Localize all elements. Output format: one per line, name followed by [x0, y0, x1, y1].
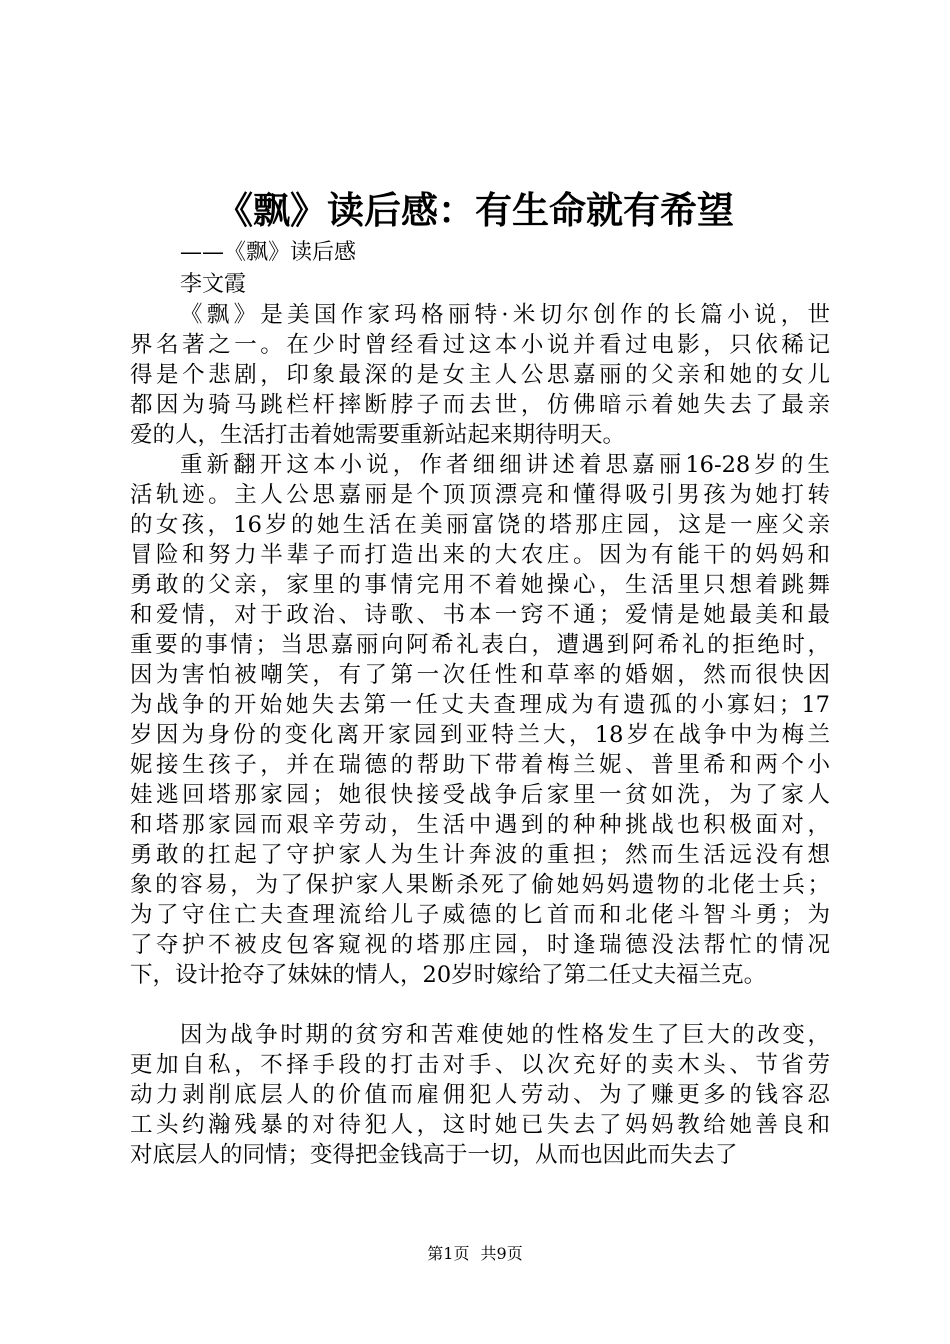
paragraph-line: 妮接生孩子，并在瑞德的帮助下带着梅兰妮、普里希和两个小 — [130, 752, 830, 778]
paragraph-line: 因为害怕被嘲笑，有了第一次任性和草率的婚姻，然而很快因 — [130, 662, 830, 688]
paragraph-line: 都因为骑马跳栏杆摔断脖子而去世，仿佛暗示着她失去了最亲 — [130, 392, 830, 418]
paragraph-gap — [130, 990, 830, 1020]
paragraph-line: 勇敢的扛起了守护家人为生计奔波的重担；然而生活远没有想 — [130, 842, 830, 868]
paragraph — [130, 300, 830, 450]
page-number: 第1页 — [427, 1244, 470, 1263]
document-title: 《飘》读后感：有生命就有希望 — [216, 188, 734, 232]
paragraph-line: 勇敢的父亲，家里的事情完用不着她操心，生活里只想着跳舞 — [130, 572, 830, 598]
paragraph-line: 对底层人的同情；变得把金钱高于一切，从而也因此而失去了 — [130, 1142, 738, 1168]
paragraph-line: 动力剥削底层人的价值而雇佣犯人劳动、为了赚更多的钱容忍 — [130, 1082, 830, 1108]
paragraph-line: 《飘》是美国作家玛格丽特·米切尔创作的长篇小说，世 — [180, 302, 830, 328]
paragraph-line: 活轨迹。主人公思嘉丽是个顶顶漂亮和懂得吸引男孩为她打转 — [130, 482, 830, 508]
paragraph-line: 因为战争时期的贫穷和苦难使她的性格发生了巨大的改变， — [180, 1022, 830, 1048]
paragraph-line: 工头约瀚残暴的对待犯人，这时她已失去了妈妈教给她善良和 — [130, 1112, 830, 1138]
paragraph-line: 冒险和努力半辈子而打造出来的大农庄。因为有能干的妈妈和 — [130, 542, 830, 568]
paragraph-line: 重要的事情；当思嘉丽向阿希礼表白，遭遇到阿希礼的拒绝时， — [130, 632, 830, 658]
document-subtitle: ——《飘》读后感 — [180, 240, 357, 265]
page-footer — [0, 1243, 950, 1265]
paragraph-line: 的女孩，16岁的她生活在美丽富饶的塔那庄园，这是一座父亲 — [130, 512, 830, 538]
body-text — [130, 300, 830, 1170]
paragraph — [130, 450, 830, 990]
paragraph-line: 更加自私，不择手段的打击对手、以次充好的卖木头、节省劳 — [130, 1052, 830, 1078]
paragraph-line: 岁因为身份的变化离开家园到亚特兰大，18岁在战争中为梅兰 — [130, 722, 830, 748]
paragraph-line: 爱的人，生活打击着她需要重新站起来期待明天。 — [130, 422, 626, 448]
paragraph-line: 和塔那家园而艰辛劳动，生活中遇到的种种挑战也积极面对， — [130, 812, 830, 838]
paragraph-line: 得是个悲剧，印象最深的是女主人公思嘉丽的父亲和她的女儿 — [130, 362, 830, 388]
paragraph-line: 为了守住亡夫查理流给儿子威德的匕首而和北佬斗智斗勇；为 — [130, 902, 830, 928]
paragraph-line: 重新翻开这本小说，作者细细讲述着思嘉丽16-28岁的生 — [180, 452, 830, 478]
paragraph-line: 下，设计抢夺了妹妹的情人，20岁时嫁给了第二任丈夫福兰克。 — [130, 962, 767, 988]
paragraph-line: 了夺护不被皮包客窥视的塔那庄园，时逢瑞德没法帮忙的情况 — [130, 932, 830, 958]
paragraph — [130, 1020, 830, 1170]
author-name: 李文霞 — [180, 272, 247, 297]
paragraph-line: 为战争的开始她失去第一任丈夫查理成为有遗孤的小寡妇；17 — [130, 692, 830, 718]
paragraph-line: 象的容易，为了保护家人果断杀死了偷她妈妈遗物的北佬士兵； — [130, 872, 830, 898]
paragraph-line: 娃逃回塔那家园；她很快接受战争后家里一贫如洗，为了家人 — [130, 782, 830, 808]
paragraph-line: 界名著之一。在少时曾经看过这本小说并看过电影，只依稀记 — [130, 332, 830, 358]
paragraph-line: 和爱情，对于政治、诗歌、书本一窍不通；爱情是她最美和最 — [130, 602, 830, 628]
page-total: 共9页 — [480, 1244, 523, 1263]
